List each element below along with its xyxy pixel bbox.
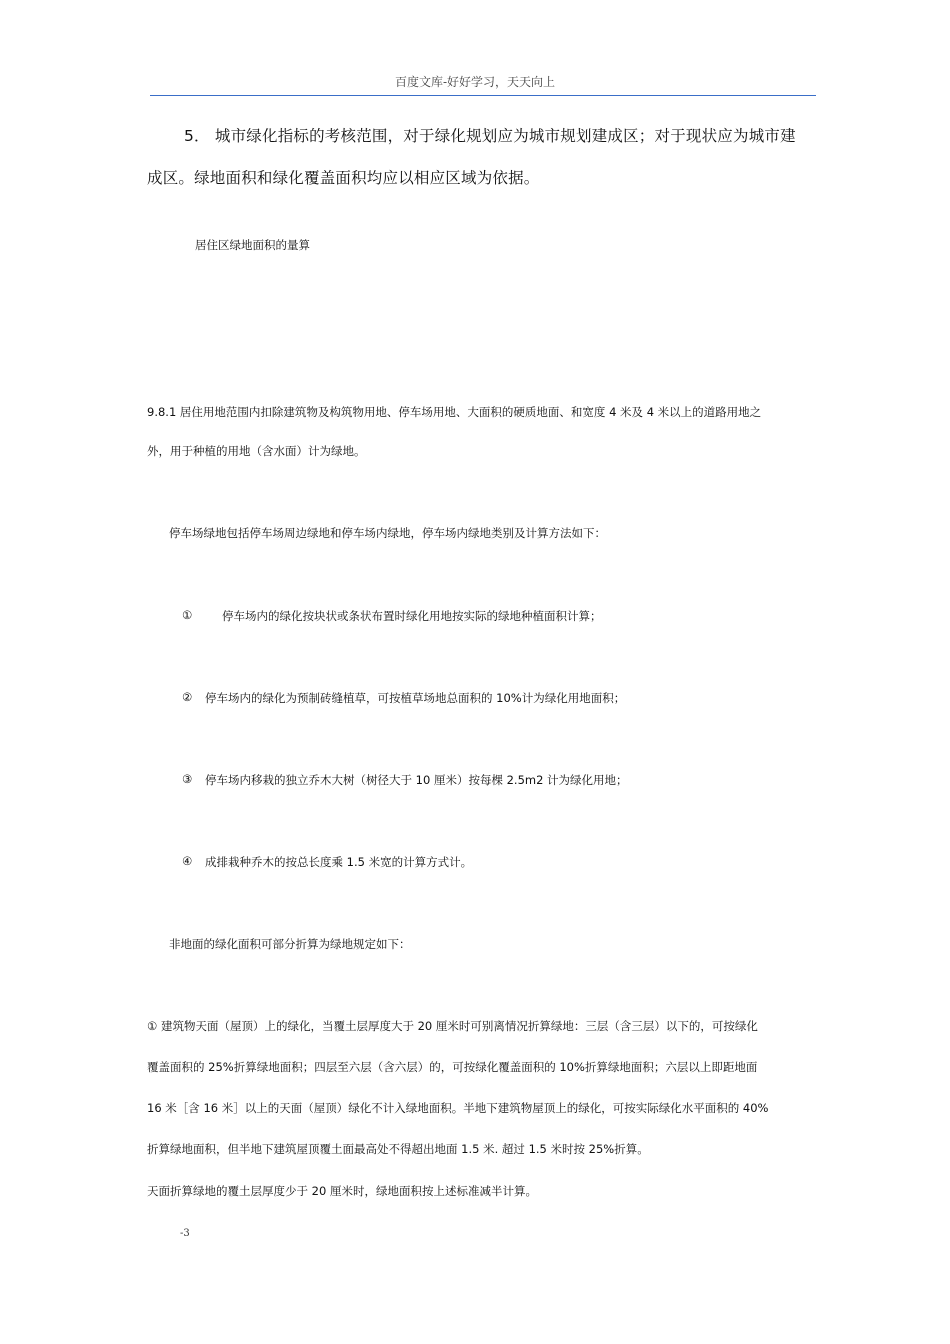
p981-line1: 9.8.1 居住用地范围内扣除建筑物及构筑物用地、停车场用地、大面积的硬质地面、和宽度 4 米及 4 米以上的道路用地之 [147, 405, 762, 419]
parking-item-num: ④ [182, 854, 193, 868]
section5-line2: 成区。绿地面积和绿化覆盖面积均应以相应区域为依据。 [147, 169, 540, 187]
nonground-intro: 非地面的绿化面积可部分折算为绿地规定如下： [169, 937, 411, 951]
subtitle: 居住区绿地面积的量算 [195, 238, 310, 252]
parking-item-text: 停车场内的绿化按块状或条状布置时绿化用地按实际的绿地种植面积计算； [222, 609, 602, 623]
parking-intro: 停车场绿地包括停车场周边绿地和停车场内绿地，停车场内绿地类别及计算方法如下： [169, 526, 606, 540]
roof-line3: 16 米［含 16 米］以上的天面（屋顶）绿化不计入绿地面积。半地下建筑物屋顶上的绿化，可按实际绿化水平面积的 40% [147, 1101, 769, 1115]
parking-item-text: 停车场内的绿化为预制砖缝植草，可按植草场地总面积的 10%计为绿化用地面积； [205, 691, 626, 705]
parking-item-num: ③ [182, 772, 193, 786]
roof-line1: ① 建筑物天面（屋顶）上的绿化，当覆土层厚度大于 20 厘米时可别离情况折算绿地：三层（含三层）以下的，可按绿化 [147, 1019, 758, 1033]
thin-soil-rule: 天面折算绿地的覆土层厚度少于 20 厘米时，绿地面积按上述标准减半计算。 [147, 1184, 537, 1198]
roof-line2: 覆盖面积的 25%折算绿地面积；四层至六层（含六层）的，可按绿化覆盖面积的 10%折算绿地面积；六层以上即距地面 [147, 1060, 758, 1074]
page-header: 百度文库-好好学习，天天向上 [394, 75, 556, 89]
parking-item-num: ② [182, 690, 193, 704]
parking-item-text: 停车场内移栽的独立乔木大树（树径大于 10 厘米）按每棵 2.5m2 计为绿化用地； [205, 773, 628, 787]
section5-line1: 5． 城市绿化指标的考核范围，对于绿化规划应为城市规划建成区；对于现状应为城市建 [184, 127, 796, 145]
parking-item-num: ① [182, 608, 193, 622]
roof-line4: 折算绿地面积，但半地下建筑屋顶覆土面最高处不得超出地面 1.5 米. 超过 1.5 米时按 25%折算。 [147, 1142, 649, 1156]
header-divider [150, 95, 816, 96]
p981-line2: 外，用于种植的用地（含水面）计为绿地。 [147, 444, 366, 458]
page-number: -3 [180, 1228, 190, 1239]
parking-item-text: 成排栽种乔木的按总长度乘 1.5 米宽的计算方式计。 [205, 855, 473, 869]
